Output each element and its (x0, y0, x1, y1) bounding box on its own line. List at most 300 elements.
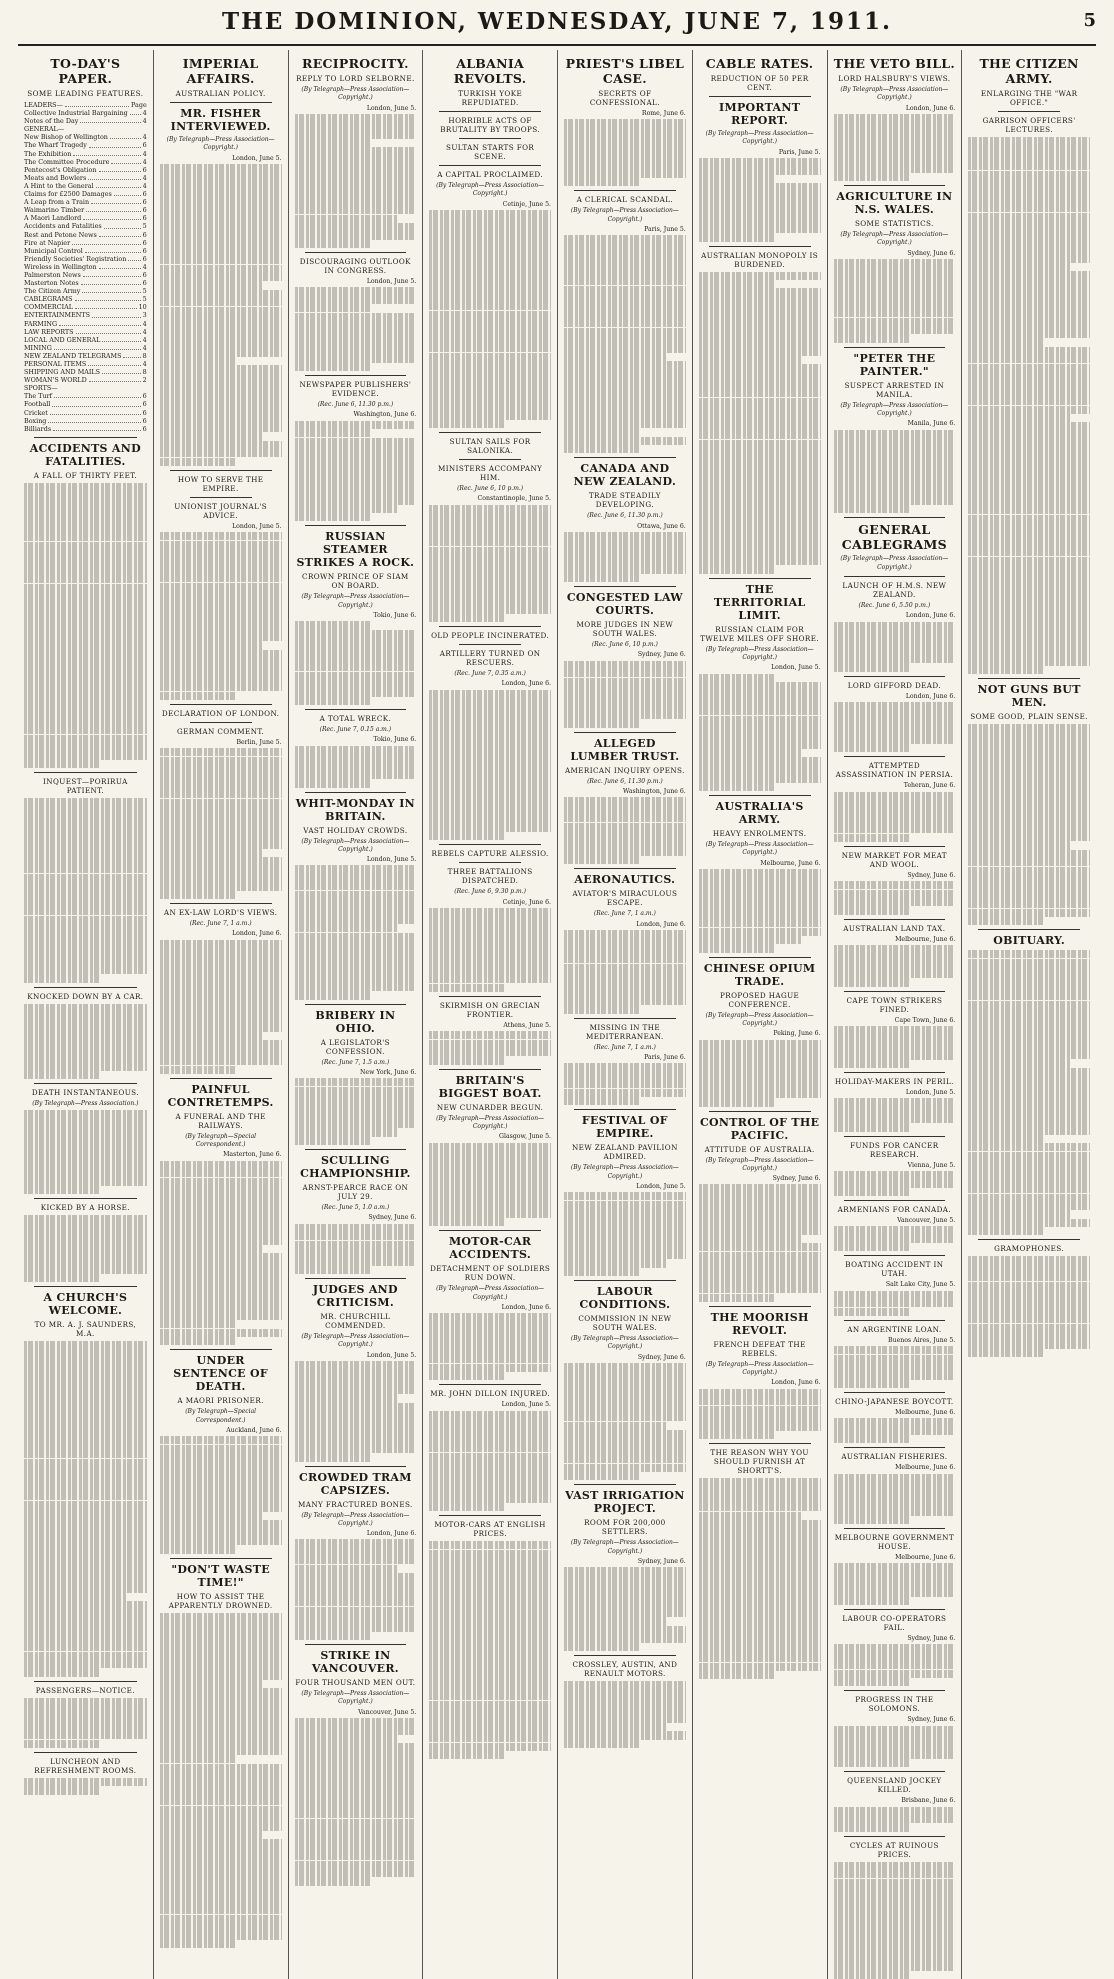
article-text-line (699, 1235, 801, 1243)
article-text-line (968, 598, 1090, 606)
article-text-line (564, 136, 686, 144)
contents-page: 5 (142, 295, 147, 304)
contents-row (24, 231, 147, 239)
article-headline: THE MOORISH REVOLT. (710, 1310, 809, 1337)
article-text-line (24, 840, 147, 848)
article-text-line (295, 505, 397, 513)
article-text-line (564, 1430, 686, 1438)
article-text-line (968, 1194, 1090, 1202)
article-byline: (Rec. June 7, 1.5 a.m.) (321, 1058, 390, 1066)
article-text-line (968, 1135, 1043, 1143)
article-text-line (699, 166, 821, 174)
article-text-line (834, 978, 909, 986)
article-text-line (699, 1090, 821, 1098)
article-subheading: A FUNERAL AND THE RAILWAYS. (175, 1111, 266, 1130)
article-text-line (429, 925, 551, 933)
article-text-line (968, 557, 1090, 565)
article-text-line (968, 783, 1090, 791)
article-text-line (160, 773, 282, 781)
article-text-line (429, 698, 551, 706)
article-text-line (24, 1593, 127, 1601)
article-text-line (24, 1576, 147, 1584)
article-text-line (968, 632, 1090, 640)
contents-row (24, 109, 147, 117)
article-text-line (295, 754, 417, 762)
article-text-line (24, 916, 147, 924)
article-dateline: Teheran, June 6. (903, 782, 956, 790)
article-subheading: PROGRESS IN THE SOLOMONS. (855, 1695, 934, 1714)
article-text-line (429, 1201, 551, 1209)
article-dateline: Melbourne, June 6. (895, 935, 956, 943)
article-text-line (24, 1534, 147, 1542)
article-text-line (429, 1709, 551, 1717)
contents-label: A Leap from a Train (24, 198, 90, 207)
section-divider (844, 1392, 946, 1393)
article-text-line (160, 532, 282, 540)
article-text-line (564, 269, 686, 277)
article-text-line (160, 650, 282, 658)
article-text-line (699, 381, 821, 389)
article-text-line (429, 580, 551, 588)
article-text-line (160, 1847, 282, 1855)
subhead-divider (459, 644, 521, 645)
article-text-line (160, 1503, 282, 1511)
article-text-line (834, 1060, 909, 1068)
section-divider (170, 1078, 272, 1079)
article-dateline: London, June 5. (232, 154, 282, 162)
article-text-line (429, 807, 551, 815)
article-text-line (429, 1184, 551, 1192)
article-subheading: DECLARATION OF LONDON. (161, 708, 280, 718)
article-text-line (295, 1777, 417, 1785)
article-text-line (834, 301, 956, 309)
article-text-line (564, 839, 686, 847)
article-text-line (699, 1431, 774, 1439)
article-dateline: London, June 5. (771, 664, 821, 672)
section-divider (34, 1681, 137, 1682)
article-headline: LABOUR CONDITIONS. (579, 1284, 671, 1311)
contents-label: FARMING (24, 319, 58, 328)
contents-leader (54, 392, 141, 398)
article-dateline: Melbourne, June 6. (895, 1464, 956, 1472)
article-text-line (699, 1389, 821, 1397)
article-text-line (564, 361, 686, 369)
contents-label: The Wharf Tragedy (24, 141, 87, 150)
article-text-line (968, 1076, 1090, 1084)
article-text-line (968, 305, 1090, 313)
article-text-line (160, 1049, 282, 1057)
article-text-line (834, 1653, 956, 1661)
contents-label: Masterton Notes (24, 279, 79, 288)
article-text-line (968, 1143, 1090, 1151)
article-subheading: HOW TO ASSIST THE APPARENTLY DROWNED. (168, 1591, 273, 1610)
article-text-line (968, 204, 1090, 212)
contents-page: Page (131, 101, 147, 109)
article-text-line (295, 646, 417, 654)
article-subheading: AN ARGENTINE LOAN. (847, 1324, 942, 1334)
article-text-line (429, 1684, 551, 1692)
article-text-line (295, 189, 417, 197)
article-text-line (429, 773, 551, 781)
article-text-line (699, 158, 821, 166)
article-text-line (699, 1587, 821, 1595)
article-text-line (564, 565, 686, 573)
article-text-line (699, 783, 774, 791)
article-text-line (24, 957, 147, 965)
article-text-line (24, 600, 147, 608)
article-text-line (834, 505, 909, 513)
article-dateline: Sydney, June 6. (637, 1557, 686, 1565)
contents-page: 4 (142, 149, 147, 158)
article-text-line (429, 832, 504, 840)
section-divider (844, 919, 946, 920)
article-text-line (295, 304, 370, 312)
article-text-line (429, 706, 551, 714)
article-text-line (699, 1210, 821, 1218)
article-subheading: A TOTAL WRECK. (319, 714, 392, 724)
article-byline: (Rec. June 6, 9.30 p.m.) (454, 888, 526, 896)
article-text-line (564, 1405, 686, 1413)
article-text-line (429, 243, 551, 251)
contents-label: COMMERCIAL (24, 303, 73, 312)
article-text-line (160, 1178, 282, 1186)
article-text-line (24, 1110, 147, 1118)
article-text-line (834, 744, 909, 752)
article-text-line (834, 1308, 909, 1316)
article-text-line (699, 305, 821, 313)
article-text-line (24, 743, 147, 751)
article-text-line (968, 582, 1090, 590)
article-text-line (429, 252, 551, 260)
article-text-line (699, 1056, 821, 1064)
article-subheading: HORRIBLE ACTS OF BRUTALITY BY TROOPS. (440, 116, 540, 134)
article-text-line (699, 919, 821, 927)
article-text-line (24, 1119, 147, 1127)
article-text-line (160, 1007, 282, 1015)
article-headline: VAST IRRIGATION PROJECT. (565, 1489, 685, 1516)
article-text-line (968, 624, 1090, 632)
article-text-line (429, 748, 551, 756)
article-text-line (834, 1115, 956, 1123)
article-subheading: KNOCKED DOWN BY A CAR. (27, 991, 144, 1001)
article-text-line (24, 701, 147, 709)
article-text-line (834, 945, 956, 953)
article-text-line (160, 1015, 282, 1023)
article-text-line (699, 330, 821, 338)
article-text-line (968, 883, 1090, 891)
article-text-line (295, 621, 370, 629)
article-text-line (699, 507, 821, 515)
article-text-line (564, 980, 686, 988)
article-subheading: COMMISSION IN NEW SOUTH WALES. (578, 1313, 672, 1332)
article-text-line (564, 823, 686, 831)
contents-row (24, 125, 147, 133)
article-subheading: MORE JUDGES IN NEW SOUTH WALES. (576, 620, 674, 639)
contents-label: The Committee Procedure (24, 157, 110, 166)
article-text-line (160, 541, 282, 549)
article-text-line (429, 908, 551, 916)
contents-page: 6 (142, 392, 147, 401)
article-text-line (295, 122, 417, 130)
article-text-line (295, 479, 417, 487)
article-text-line (160, 807, 282, 815)
article-dateline: Cetinje, June 5. (502, 200, 551, 208)
article-text-line (699, 183, 821, 191)
article-text-line (295, 1232, 417, 1240)
article-headline: THE TERRITORIAL LIMIT. (713, 582, 806, 622)
article-text-line (295, 1128, 397, 1136)
article-text-line (564, 1438, 686, 1446)
article-text-line (968, 389, 1090, 397)
article-text-line (24, 709, 147, 717)
article-text-line (160, 866, 282, 874)
article-text-line (968, 1210, 1070, 1218)
article-text-line (968, 640, 1090, 648)
article-text-line (24, 1610, 147, 1618)
article-text-line (699, 356, 801, 364)
article-subheading: REPLY TO LORD SELBORNE. (296, 74, 415, 83)
article-text-line (699, 1520, 821, 1528)
article-text-line (429, 1743, 551, 1751)
article-byline: (By Telegraph—Press Association—Copyright.) (705, 1360, 814, 1377)
article-text-line (160, 1881, 282, 1889)
section-divider (439, 165, 541, 166)
article-text-line (295, 746, 417, 754)
article-text-line (834, 1346, 956, 1354)
article-text-line (968, 338, 1043, 346)
article-text-line (699, 928, 821, 936)
article-headline: RECIPROCITY. (302, 56, 409, 71)
article-text-line (834, 808, 956, 816)
article-byline: (By Telegraph—Press Association—Copyright.) (166, 136, 275, 152)
article-text-line (24, 1668, 100, 1676)
article-text-line (295, 630, 417, 638)
article-text-line (295, 287, 417, 295)
article-subheading: THE REASON WHY YOU SHOULD FURNISH AT SHORTT'S. (710, 1447, 809, 1475)
article-text-line (295, 1768, 417, 1776)
article-text-line (429, 1675, 551, 1683)
article-dateline: Cape Town, June 6. (894, 1016, 956, 1024)
article-text-line (160, 1613, 282, 1621)
article-text-line (295, 907, 417, 915)
section-divider (574, 732, 676, 733)
article-text-line (160, 197, 282, 205)
section-divider (305, 252, 407, 253)
section-divider (844, 1255, 946, 1256)
article-dateline: Paris, June 5. (644, 225, 686, 233)
article-subheading: CAPE TOWN STRIKERS FINED. (846, 995, 943, 1014)
article-text-line (429, 1218, 504, 1226)
article-headline: AUSTRALIA'S ARMY. (715, 799, 804, 826)
article-text-line (564, 669, 686, 677)
article-text-line (24, 584, 147, 592)
article-text-line (564, 1226, 686, 1234)
article-text-line (24, 815, 147, 823)
article-text-line (834, 1435, 909, 1443)
article-text-line (968, 1084, 1090, 1092)
article-headline: AGRICULTURE IN N.S. WALES. (836, 189, 953, 216)
article-byline: (Rec. June 7, 1 a.m.) (593, 1043, 656, 1051)
contents-label: CABLEGRAMS (24, 295, 73, 304)
article-text-line (295, 779, 370, 787)
contents-leader (102, 368, 141, 374)
section-divider (439, 1515, 541, 1516)
article-text-line (564, 294, 686, 302)
article-text-line (699, 886, 821, 894)
article-text-line (564, 1259, 666, 1267)
article-byline: (By Telegraph—Special Correspondent.) (185, 1132, 257, 1149)
article-text-line (295, 949, 417, 957)
article-subheading: FUNDS FOR CANCER RESEARCH. (850, 1140, 939, 1159)
article-text-line (24, 1375, 147, 1383)
article-text-line (834, 1946, 956, 1954)
article-text-line (160, 998, 282, 1006)
section-divider (978, 678, 1080, 679)
article-text-line (968, 992, 1090, 1000)
article-text-line (834, 1427, 956, 1435)
contents-page: 6 (142, 270, 147, 279)
contents-row (24, 255, 147, 263)
article-text-line (24, 941, 147, 949)
column-1 (18, 50, 153, 1979)
contents-leader (75, 295, 141, 301)
article-text-line (564, 1601, 686, 1609)
article-dateline: London, June 6. (771, 1379, 821, 1387)
article-byline: (By Telegraph—Press Association.) (32, 1099, 139, 1107)
article-text-line (24, 949, 147, 957)
article-text-line (699, 1422, 821, 1430)
article-text-line (968, 229, 1090, 237)
article-text-line (699, 1073, 821, 1081)
article-text-line (834, 906, 909, 914)
contents-page: 6 (142, 416, 147, 425)
contents-page: 6 (142, 400, 147, 409)
article-text-line (834, 1516, 909, 1524)
article-text-line (24, 1062, 147, 1070)
article-text-line (968, 548, 1090, 556)
article-text-line (968, 372, 1090, 380)
article-text-line (564, 557, 686, 565)
contents-row (24, 150, 147, 158)
article-text-line (834, 719, 956, 727)
article-text-line (564, 1643, 639, 1651)
article-text-line (160, 1453, 282, 1461)
article-text-line (968, 766, 1090, 774)
article-subheading: HOW TO SERVE THE EMPIRE. (177, 474, 264, 493)
article-text-line (160, 1303, 282, 1311)
article-text-line (564, 711, 686, 719)
section-divider (574, 868, 676, 869)
article-text-line (564, 831, 686, 839)
article-text-line (699, 724, 821, 732)
contents-row (24, 214, 147, 222)
article-dateline: Vienna, June 5. (907, 1161, 956, 1169)
article-text-line (968, 347, 1090, 355)
article-dateline: Vancouver, June 5. (358, 1708, 417, 1716)
section-divider (844, 347, 946, 348)
article-text-line (429, 1701, 551, 1709)
article-text-line (968, 573, 1090, 581)
article-subheading: MANY FRACTURED BONES. (298, 1499, 413, 1509)
article-text-line (834, 898, 956, 906)
article-text-line (24, 1559, 147, 1567)
article-text-line (295, 463, 417, 471)
article-text-line (160, 189, 282, 197)
article-subheading: DEATH INSTANTANEOUS. (31, 1087, 139, 1097)
article-text-line (564, 395, 686, 403)
article-text-line (564, 806, 686, 814)
section-divider (170, 470, 272, 471)
article-text-line (24, 966, 147, 974)
article-dateline: Peking, June 6. (773, 1030, 821, 1038)
article-text-line (834, 438, 956, 446)
article-text-line (968, 909, 1090, 917)
article-text-line (160, 1032, 262, 1040)
article-text-line (429, 1427, 551, 1435)
article-text-line (295, 513, 370, 521)
article-dateline: London, June 6. (905, 104, 956, 112)
article-headline: MR. FISHER INTERVIEWED. (170, 107, 271, 133)
article-text-line (295, 1615, 417, 1623)
article-text-line (834, 1235, 956, 1243)
article-subheading: NEW ZEALAND PAVILION ADMIRED. (571, 1143, 678, 1162)
article-headline: MOTOR-CAR ACCIDENTS. (448, 1235, 532, 1262)
contents-page: 4 (142, 327, 147, 336)
contents-label: LOCAL AND GENERAL (24, 335, 101, 344)
article-text-line (160, 757, 282, 765)
section-divider (844, 1771, 946, 1772)
contents-label: The Turf (24, 392, 52, 401)
article-dateline: London, June 6. (501, 680, 551, 688)
article-text-line (295, 1428, 417, 1436)
article-subheading: MELBOURNE GOVERNMENT HOUSE. (834, 1532, 955, 1551)
article-headline: STRIKE IN VANCOUVER. (311, 1648, 399, 1675)
article-text-line (429, 715, 551, 723)
article-text-line (24, 1152, 147, 1160)
article-text-line (429, 1566, 551, 1574)
article-text-line (834, 1171, 956, 1179)
article-text-line (295, 1802, 417, 1810)
article-text-line (564, 1626, 686, 1634)
article-text-line (699, 1537, 821, 1545)
article-text-line (295, 1590, 417, 1598)
article-text-line (968, 481, 1090, 489)
article-text-line (295, 1241, 417, 1249)
contents-page: 6 (142, 214, 147, 223)
article-text-line (160, 307, 282, 315)
article-byline: (By Telegraph—Press Association—Copyright.) (570, 1334, 679, 1351)
article-dateline: London, June 6. (501, 1303, 551, 1311)
section-divider (844, 1200, 946, 1201)
article-text-line (968, 1118, 1090, 1126)
article-headline: "PETER THE PAINTER." (853, 351, 936, 378)
section-divider (844, 1447, 946, 1448)
article-text-line (968, 950, 1090, 958)
article-text-line (834, 1954, 956, 1962)
section-divider (709, 795, 811, 796)
article-text-line (295, 206, 417, 214)
article-text-line (295, 1760, 417, 1768)
article-text-line (834, 1380, 909, 1388)
article-text-line (295, 1598, 417, 1606)
article-text-line (24, 1517, 147, 1525)
contents-label: Billiards (24, 424, 52, 433)
contents-page: 5 (142, 222, 147, 231)
article-text-line (834, 1226, 956, 1234)
section-divider (170, 1558, 272, 1559)
contents-leader (72, 239, 141, 245)
article-headline: OBITUARY. (993, 934, 1066, 948)
